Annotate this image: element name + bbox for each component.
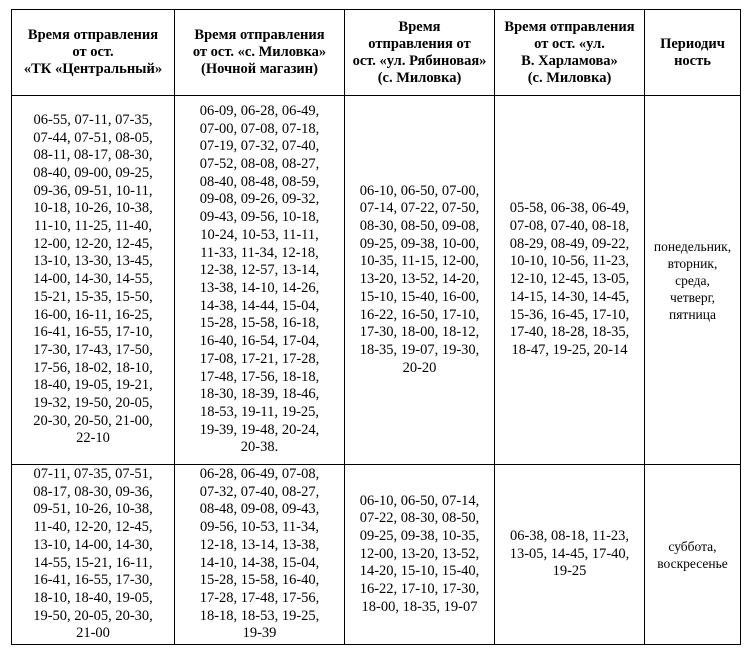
weekend-times-tk-centralny: 07-11, 07-35, 07-51, 08-17, 08-30, 09-36, 09-51, 10-26, 10-38, 11-40, 12-20, 12-45, 13-10, 14-00, 14-30, 14-55, 15-21, 16-11, 16-41, 16-55, 17-30, 18-10, 18-40, 19-05, 19-50, 20-05, 20-30, 21-00 [12, 465, 175, 645]
header-ryabinovaya: Время отправления от ост. «ул. Рябиновая» (с. Миловка) [345, 10, 495, 96]
weekday-times-ryabinovaya: 06-10, 06-50, 07-00, 07-14, 07-22, 07-50, 08-30, 08-50, 09-08, 09-25, 09-38, 10-00, 10-35, 11-15, 12-00, 13-20, 13-52, 14-20, 15-10, 15-40, 16-00, 16-22, 16-50, 17-10, 17-30, 18-00, 18-12, 18-35, 19-07, 19-30, 20-20 [345, 96, 495, 465]
weekend-times-ryabinovaya: 06-10, 06-50, 07-14, 07-22, 08-30, 08-50, 09-25, 09-38, 10-35, 12-00, 13-20, 13-52, 14-20, 15-10, 15-40, 16-22, 17-10, 17-30, 18-00, 18-35, 19-07 [345, 465, 495, 645]
weekend-times-kharlamova: 06-38, 08-18, 11-23, 13-05, 14-45, 17-40, 19-25 [495, 465, 645, 645]
header-kharlamova: Время отправления от ост. «ул. В. Харламова» (с. Миловка) [495, 10, 645, 96]
weekend-times-milovka-night-shop: 06-28, 06-49, 07-08, 07-32, 07-40, 08-27, 08-48, 09-08, 09-43, 09-56, 10-53, 11-34, 12-18, 13-14, 13-38, 14-10, 14-38, 15-04, 15-28, 15-58, 16-40, 17-28, 17-48, 17-56, 18-18, 18-53, 19-25, 19-39 [175, 465, 345, 645]
weekday-times-kharlamova: 05-58, 06-38, 06-49, 07-08, 07-40, 08-18, 08-29, 08-49, 09-22, 10-10, 10-56, 11-23, 12-10, 12-45, 13-05, 14-15, 14-30, 14-45, 15-36, 16-45, 17-10, 17-40, 18-28, 18-35, 18-47, 19-25, 20-14 [495, 96, 645, 465]
schedule-table [11, 9, 741, 645]
header-tk-centralny: Время отправления от ост. «ТК «Центральный» [12, 10, 175, 96]
weekday-times-milovka-night-shop: 06-09, 06-28, 06-49, 07-00, 07-08, 07-18, 07-19, 07-32, 07-40, 07-52, 08-08, 08-27, 08-40, 08-48, 08-59, 09-08, 09-26, 09-32, 09-43, 09-56, 10-18, 10-24, 10-53, 11-11, 11-33, 11-34, 12-18, 12-38, 12-57, 13-14, 13-38, 14-10, 14-26, 14-38, 14-44, 15-04, 15-28, 15-58, 16-18, 16-40, 16-54, 17-04, 17-08, 17-21, 17-28, 17-48, 17-56, 18-18, 18-30, 18-39, 18-46, 18-53, 19-11, 19-25, 19-39, 19-48, 20-24, 20-38. [175, 96, 345, 465]
weekend-row [12, 465, 741, 645]
weekday-row [12, 96, 741, 465]
header-periodicity: Периодич ность [645, 10, 741, 96]
header-milovka-night-shop: Время отправления от ост. «с. Миловка» (Ночной магазин) [175, 10, 345, 96]
weekday-periodicity: понедельник, вторник, среда, четверг, пятница [645, 96, 741, 465]
weekday-times-tk-centralny: 06-55, 07-11, 07-35, 07-44, 07-51, 08-05, 08-11, 08-17, 08-30, 08-40, 09-00, 09-25, 09-36, 09-51, 10-11, 10-18, 10-26, 10-38, 11-10, 11-25, 11-40, 12-00, 12-20, 12-45, 13-10, 13-30, 13-45, 14-00, 14-30, 14-55, 15-21, 15-35, 15-50, 16-00, 16-11, 16-25, 16-41, 16-55, 17-10, 17-30, 17-43, 17-50, 17-56, 18-02, 18-10, 18-40, 19-05, 19-21, 19-32, 19-50, 20-05, 20-30, 20-50, 21-00, 22-10 [12, 96, 175, 465]
header-row [12, 10, 741, 96]
weekend-periodicity: суббота, воскресенье [645, 465, 741, 645]
